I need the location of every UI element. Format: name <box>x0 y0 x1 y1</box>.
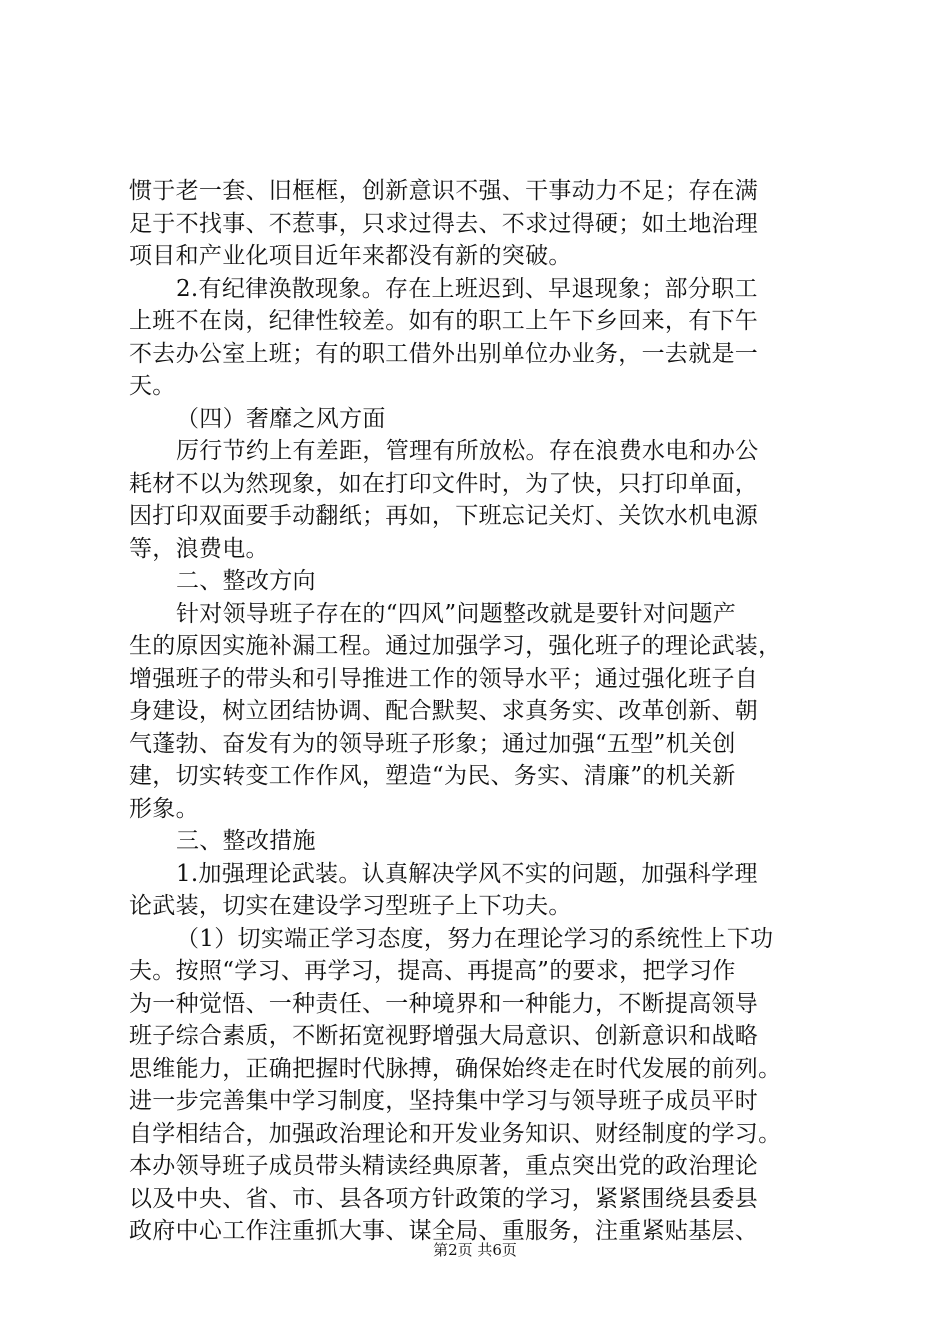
text-line: 因打印双面要手动翻纸；再如，下班忘记关灯、关饮水机电源 <box>129 503 759 529</box>
text-line: 天。 <box>129 373 176 399</box>
text-line: 生的原因实施补漏工程。通过加强学习，强化班子的理论武装， <box>129 633 782 659</box>
text-line: 足于不找事、不惹事，只求过得去、不求过得硬；如土地治理 <box>129 210 759 237</box>
text-line: 建，切实转变工作作风，塑造“为民、务实、清廉”的机关新 <box>129 763 736 789</box>
text-line: 项目和产业化项目近年来都没有新的突破。 <box>129 243 572 269</box>
text-line: 2.有纪律涣散现象。存在上班迟到、早退现象；部分职工 <box>176 275 758 302</box>
text-line: 1.加强理论武装。认真解决学风不实的问题，加强科学理 <box>176 860 758 887</box>
text-line: 论武装，切实在建设学习型班子上下功夫。 <box>129 893 572 919</box>
text-line: 形象。 <box>129 795 199 822</box>
text-line: （1）切实端正学习态度，努力在理论学习的系统性上下功 <box>176 925 774 952</box>
text-line: 气蓬勃、奋发有为的领导班子形象；通过加强“五型”机关创 <box>129 730 736 757</box>
text-line: 以及中央、省、市、县各项方针政策的学习，紧紧围绕县委县 <box>129 1185 759 1212</box>
text-line: （四）奢靡之风方面 <box>176 405 386 432</box>
text-line: 等，浪费电。 <box>129 535 269 562</box>
text-line: 身建设，树立团结协调、配合默契、求真务实、改革创新、朝 <box>129 698 759 724</box>
text-line: 上班不在岗，纪律性较差。如有的职工上午下乡回来，有下午 <box>129 308 759 334</box>
text-line: 思维能力，正确把握时代脉搏，确保始终走在时代发展的前列。 <box>129 1055 782 1082</box>
text-line: 耗材不以为然现象，如在打印文件时，为了快，只打印单面， <box>129 470 759 497</box>
text-line: 增强班子的带头和引导推进工作的领导水平；通过强化班子自 <box>129 665 759 692</box>
text-line: 厉行节约上有差距，管理有所放松。存在浪费水电和办公 <box>176 438 759 464</box>
text-line: 惯于老一套、旧框框，创新意识不强、干事动力不足；存在满 <box>129 178 759 204</box>
text-line: 不去办公室上班；有的职工借外出别单位办业务，一去就是一 <box>129 340 759 367</box>
text-line: 二、整改方向 <box>176 568 316 594</box>
document-body <box>129 175 834 1248</box>
text-line: 本办领导班子成员带头精读经典原著，重点突出党的政治理论 <box>129 1153 759 1179</box>
text-line: 针对领导班子存在的“四风”问题整改就是要针对问题产 <box>176 600 737 627</box>
text-line: 为一种觉悟、一种责任、一种境界和一种能力，不断提高领导 <box>129 990 759 1017</box>
page-footer: 第2页 共6页 <box>433 1241 517 1259</box>
text-line: 自学相结合，加强政治理论和开发业务知识、财经制度的学习。 <box>129 1120 782 1147</box>
text-line: 三、整改措施 <box>176 828 316 854</box>
text-line: 夫。按照“学习、再学习，提高、再提高”的要求，把学习作 <box>129 958 736 984</box>
text-line: 班子综合素质，不断拓宽视野增强大局意识、创新意识和战略 <box>129 1023 759 1049</box>
text-line: 进一步完善集中学习制度，坚持集中学习与领导班子成员平时 <box>129 1088 759 1114</box>
text-line: 政府中心工作注重抓大事、谋全局、重服务，注重紧贴基层、 <box>129 1218 759 1244</box>
